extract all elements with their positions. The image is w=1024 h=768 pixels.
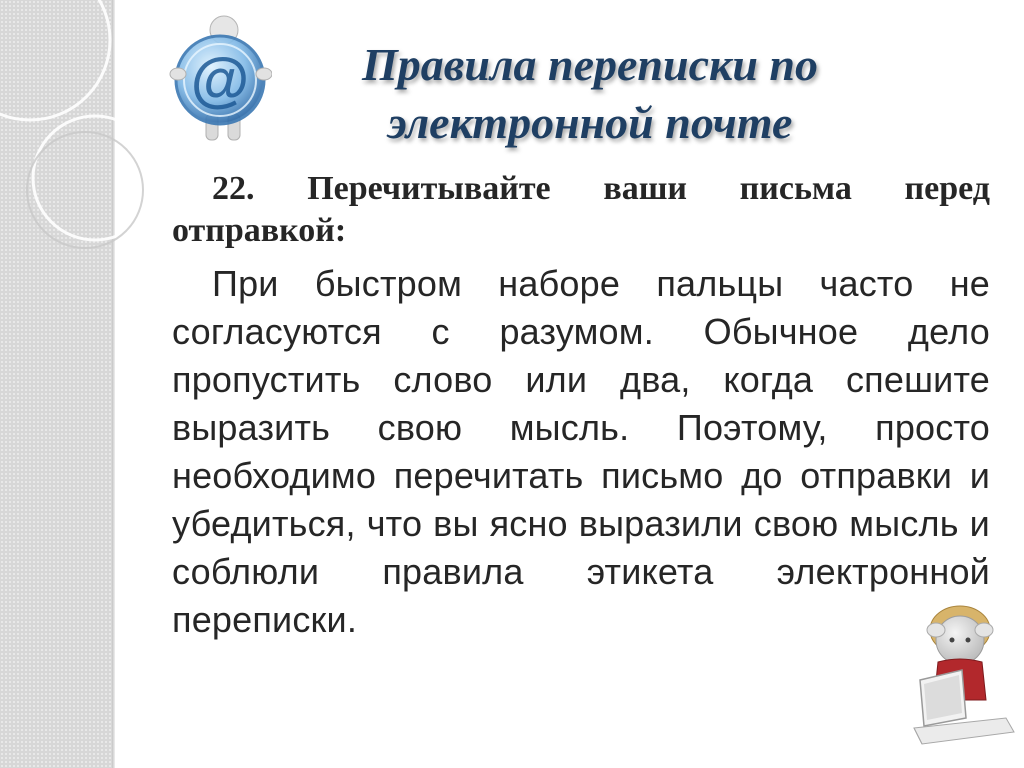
slide-content <box>172 168 990 644</box>
rule-heading: 22. Перечитывайте ваши письма перед отправкой: <box>172 170 990 249</box>
slide-title <box>290 36 890 152</box>
slide-title-line-1: Правила переписки по <box>361 39 818 90</box>
svg-text:@: @ <box>190 46 250 113</box>
worried-person-laptop-icon <box>910 600 1016 750</box>
slide-title-line-2: электронной почте <box>387 97 793 148</box>
rule-body: При быстром наборе пальцы часто не согласуются с разумом. Обычное дело пропустить слово или два, когда спешите выразить свою мысль. Поэтому, просто необходимо перечитать письмо до отправки и убедиться, что вы ясно выразили свою мысль и соблюли правила этикета электронной переписки. <box>172 263 990 640</box>
at-sign-figure-icon <box>168 14 272 144</box>
